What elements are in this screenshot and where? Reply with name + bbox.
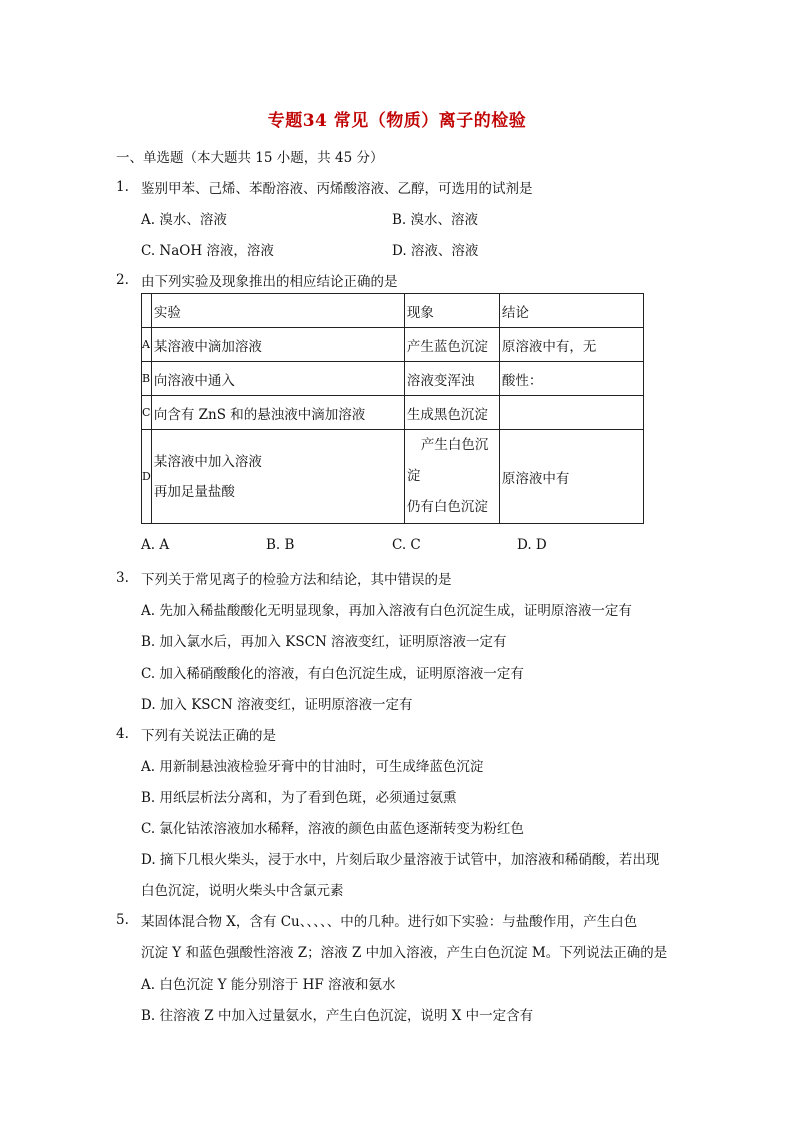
table-cell: 原溶液中有，无 xyxy=(499,328,643,362)
section-heading: 一、单选题（本大题共 15 小题，共 45 分） xyxy=(116,150,384,166)
cell-line: 再加足量盐酸 xyxy=(153,483,235,500)
question-number: 1. xyxy=(116,179,129,195)
option-b: B. 溴水、溶液 xyxy=(392,212,479,228)
table-header-row xyxy=(142,294,644,328)
table-cell: 酸性： xyxy=(499,362,643,396)
table-cell: 溶液变浑浊 xyxy=(404,362,499,396)
table-cell: 生成黑色沉淀 xyxy=(404,396,499,430)
table-cell xyxy=(151,430,404,524)
option-b: B. B xyxy=(266,537,295,553)
table-cell: 产生蓝色沉淀 xyxy=(404,328,499,362)
cell-line: 产生白色沉 xyxy=(420,437,489,453)
question-number: 5. xyxy=(116,912,129,928)
table-cell: 某溶液中滴加溶液 xyxy=(151,328,404,362)
option-d: D. 溶液、溶液 xyxy=(392,243,479,259)
row-label: A xyxy=(142,328,152,362)
cell-line: 仍有白色沉淀 xyxy=(406,499,488,515)
table-row xyxy=(142,362,644,396)
option-c: C. 氯化钴浓溶液加水稀释，溶液的颜色由蓝色逐渐转变为粉红色 xyxy=(141,821,524,837)
option-b: B. 用纸层析法分离和，为了看到色斑，必须通过氨熏 xyxy=(141,790,457,806)
table-header-cell: 现象 xyxy=(404,294,499,328)
option-d: D. D xyxy=(517,537,547,553)
option-a: A. 先加入稀盐酸酸化无明显现象，再加入溶液有白色沉淀生成，证明原溶液一定有 xyxy=(141,603,632,619)
question-number: 4. xyxy=(116,726,129,742)
option-c: C. 加入稀硝酸酸化的溶液，有白色沉淀生成，证明原溶液一定有 xyxy=(141,666,524,682)
question-stem: 下列关于常见离子的检验方法和结论，其中错误的是 xyxy=(141,572,452,588)
option-a: A. 白色沉淀 Y 能分别溶于 HF 溶液和氨水 xyxy=(141,977,396,993)
table-cell: 向溶液中通入 xyxy=(151,362,404,396)
option-a: A. A xyxy=(141,537,170,553)
table-header-cell xyxy=(142,294,152,328)
row-label: C xyxy=(142,396,152,430)
table-cell xyxy=(404,430,499,524)
table-cell: 向含有 ZnS 和的悬浊液中滴加溶液 xyxy=(151,396,404,430)
question-stem: 鉴别甲苯、己烯、苯酚溶液、丙烯酸溶液、乙醇，可选用的试剂是 xyxy=(141,181,533,197)
option-b: B. 加入氯水后，再加入 KSCN 溶液变红，证明原溶液一定有 xyxy=(141,634,507,650)
table-cell: 原溶液中有 xyxy=(499,430,643,524)
question-stem: 下列有关说法正确的是 xyxy=(141,728,276,744)
table-row xyxy=(142,396,644,430)
option-a: A. 用新制悬浊液检验牙膏中的甘油时，可生成绛蓝色沉淀 xyxy=(141,759,484,775)
table-cell xyxy=(499,396,643,430)
option-c: C. NaOH 溶液，溶液 xyxy=(141,243,274,259)
table-header-cell: 实验 xyxy=(151,294,404,328)
cell-line: 淀 xyxy=(406,468,421,484)
document-title: 专题34 常见（物质）离子的检验 xyxy=(267,111,527,131)
row-label: D xyxy=(142,430,152,524)
option-a: A. 溴水、溶液 xyxy=(141,212,227,228)
row-label: B xyxy=(142,362,152,396)
question-stem-continued: 沉淀 Y 和蓝色强酸性溶液 Z；溶液 Z 中加入溶液，产生白色沉淀 M。下列说法正确的是 xyxy=(141,945,668,961)
option-d-continued: 白色沉淀，说明火柴头中含氯元素 xyxy=(141,883,344,899)
question-stem: 由下列实验及现象推出的相应结论正确的是 xyxy=(141,274,398,290)
option-d: D. 摘下几根火柴头，浸于水中，片刻后取少量溶液于试管中，加溶液和稀硝酸，若出现 xyxy=(141,852,660,868)
option-d: D. 加入 KSCN 溶液变红，证明原溶液一定有 xyxy=(141,697,413,713)
question-stem: 某固体混合物 X，含有 Cu、、、、、中的几种。进行如下实验：与盐酸作用，产生白色 xyxy=(141,914,638,930)
cell-line: 某溶液中加入溶液 xyxy=(153,453,262,470)
option-b: B. 往溶液 Z 中加入过量氨水，产生白色沉淀，说明 X 中一定含有 xyxy=(141,1008,534,1024)
experiment-table xyxy=(141,293,644,524)
table-header-cell: 结论 xyxy=(499,294,643,328)
table-row xyxy=(142,328,644,362)
option-c: C. C xyxy=(392,537,421,553)
question-number: 3. xyxy=(116,570,129,586)
question-number: 2. xyxy=(116,272,129,288)
table-row xyxy=(142,430,644,524)
